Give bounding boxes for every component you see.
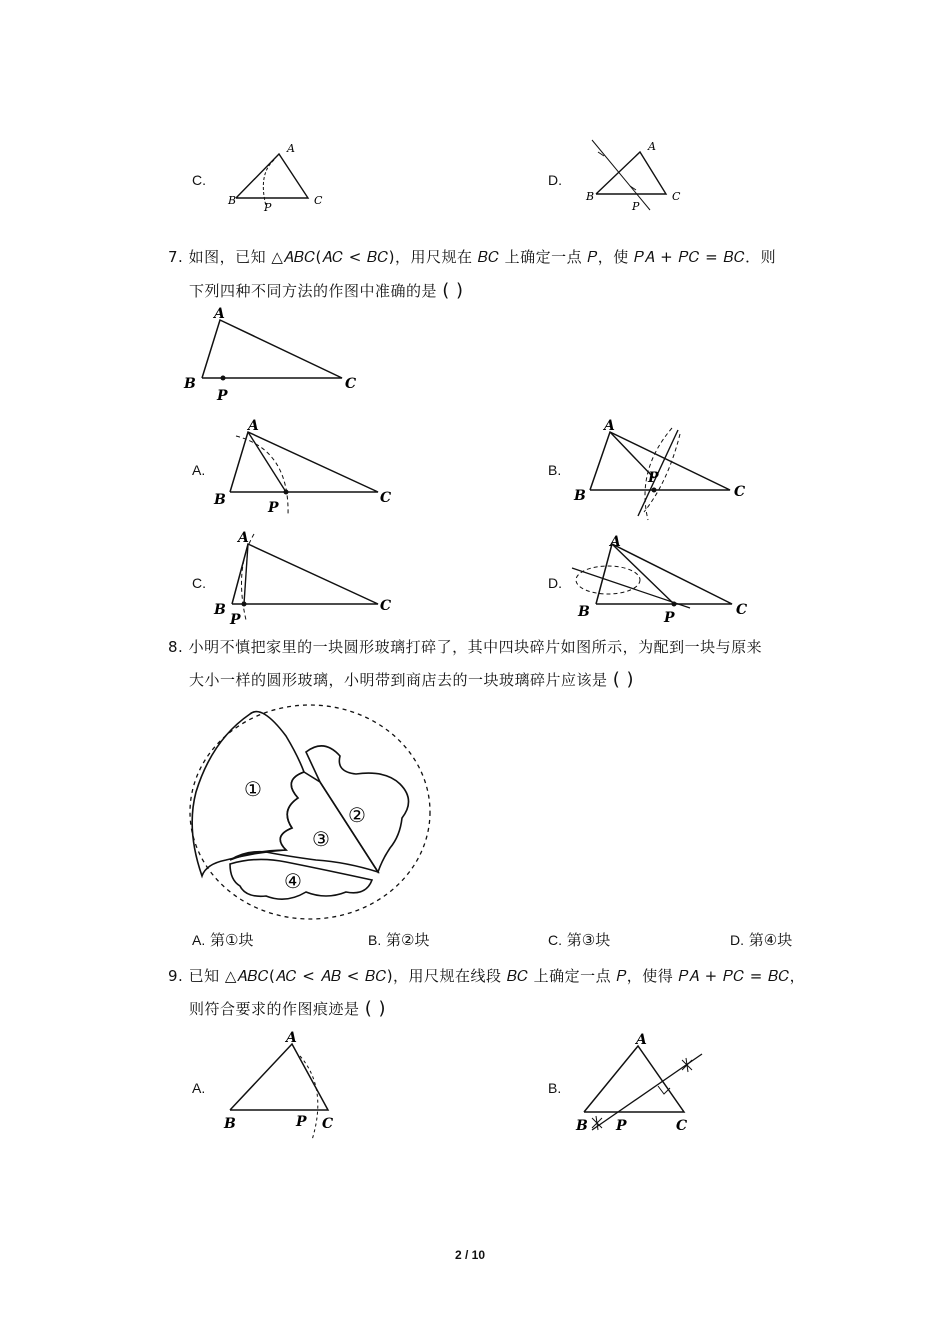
q6-option-d-figure bbox=[580, 134, 690, 218]
q9b-label-p: P bbox=[616, 1118, 627, 1134]
q9-line-2-text: 则符合要求的作图痕迹是 bbox=[189, 1000, 360, 1018]
q6c-label-c: C bbox=[314, 194, 323, 207]
q6c-label-b: B bbox=[228, 194, 237, 207]
q7-answer-paren: ( ) bbox=[442, 280, 464, 301]
q8-piece-3-label: ③ bbox=[312, 827, 330, 851]
q6c-label-a: A bbox=[287, 142, 295, 155]
q6d-label-p: P bbox=[632, 200, 640, 213]
q7-option-d-figure bbox=[568, 528, 758, 628]
q7b-label-c: C bbox=[734, 484, 746, 500]
q9b-label-c: C bbox=[676, 1118, 688, 1134]
q7c-label-p: P bbox=[230, 612, 241, 628]
q7a-label-b: B bbox=[214, 492, 226, 508]
q9-option-b-figure bbox=[572, 1030, 712, 1140]
q7-option-c-letter: C. bbox=[192, 575, 206, 591]
q6d-label-c: C bbox=[672, 190, 681, 203]
q7d-label-p: P bbox=[664, 610, 675, 626]
page-number: 2 / 10 bbox=[455, 1248, 486, 1262]
q9-option-b-letter: B. bbox=[548, 1080, 562, 1096]
q8-choice-b-letter: B. bbox=[368, 932, 382, 948]
q7-main-label-a: A bbox=[214, 306, 225, 322]
q7d-label-c: C bbox=[736, 602, 748, 618]
q7-main-label-c: C bbox=[345, 376, 357, 392]
q8-choice-a[interactable] bbox=[192, 929, 253, 950]
q8-choice-d-text: 第④块 bbox=[748, 931, 793, 949]
q7c-label-b: B bbox=[214, 602, 226, 618]
q8-choice-c[interactable] bbox=[548, 929, 610, 950]
q7-option-d-letter: D. bbox=[548, 575, 562, 591]
q8-choice-c-letter: C. bbox=[548, 932, 562, 948]
q7-main-figure bbox=[180, 302, 370, 406]
q8-line-2 bbox=[189, 664, 634, 696]
q7-option-a-figure bbox=[208, 414, 404, 518]
q8-choice-d-letter: D. bbox=[730, 932, 744, 948]
q7d-label-a: A bbox=[610, 534, 621, 550]
q7-option-c-figure bbox=[208, 528, 404, 628]
q6d-label-b: B bbox=[586, 190, 595, 203]
q8-piece-4-label: ④ bbox=[284, 869, 302, 893]
q9b-label-b: B bbox=[576, 1118, 588, 1134]
q9-line-1: 9. 已知 △𝐴𝐵𝐶(𝐴𝐶 < 𝐴𝐵 < 𝐵𝐶)，用尺规在线段 𝐵𝐶 上确定一点 𝑃，使得 𝑃𝐴 + 𝑃𝐶 = 𝐵𝐶， bbox=[168, 967, 806, 985]
q7-option-b-letter: B. bbox=[548, 462, 562, 478]
q8-piece-1-label: ① bbox=[244, 777, 262, 801]
q8-choice-a-text: 第①块 bbox=[210, 931, 254, 949]
q6-option-d-letter: D. bbox=[548, 172, 562, 188]
q9a-label-b: B bbox=[224, 1116, 236, 1132]
q8-choice-c-text: 第③块 bbox=[566, 931, 611, 949]
q9-option-a-figure bbox=[216, 1030, 356, 1146]
q8-line-1: 8. 小明不慎把家里的一块圆形玻璃打碎了，其中四块碎片如图所示，为配到一块与原来 bbox=[168, 638, 763, 656]
q7d-label-b: B bbox=[578, 604, 590, 620]
q8-glass-figure bbox=[186, 700, 442, 922]
q9b-label-a: A bbox=[636, 1032, 647, 1048]
q8-choice-b[interactable] bbox=[368, 929, 429, 950]
q7-main-label-b: B bbox=[184, 376, 196, 392]
q7c-label-c: C bbox=[380, 598, 392, 614]
q8-answer-paren: ( ) bbox=[612, 669, 635, 690]
q9a-label-p: P bbox=[296, 1114, 307, 1130]
q9a-label-c: C bbox=[322, 1116, 334, 1132]
q6-option-c-figure bbox=[222, 136, 342, 216]
q7a-label-p: P bbox=[268, 500, 279, 516]
q7a-label-c: C bbox=[380, 490, 392, 506]
q7-option-a-letter: A. bbox=[192, 462, 206, 478]
q7-option-b-figure bbox=[568, 412, 758, 524]
q7-main-label-p: P bbox=[217, 388, 228, 404]
q7b-label-p: P bbox=[648, 470, 659, 486]
q8-choice-a-letter: A. bbox=[192, 932, 206, 948]
q8-line-2-text: 大小一样的圆形玻璃，小明带到商店去的一块玻璃碎片应该是 bbox=[189, 671, 608, 689]
q8-choice-d[interactable] bbox=[730, 929, 792, 950]
q6d-label-a: A bbox=[648, 140, 656, 153]
q7a-label-a: A bbox=[248, 418, 259, 434]
q7-line-2-text: 下列四种不同方法的作图中准确的是 bbox=[189, 282, 438, 300]
q8-choice-b-text: 第②块 bbox=[386, 931, 430, 949]
q7c-label-a: A bbox=[238, 530, 249, 546]
q6-option-c-letter: C. bbox=[192, 172, 206, 188]
q7b-label-b: B bbox=[574, 488, 586, 504]
q7b-label-a: A bbox=[604, 418, 615, 434]
q6c-label-p: P bbox=[264, 201, 272, 214]
q9-option-a-letter: A. bbox=[192, 1080, 206, 1096]
q9-line-2 bbox=[189, 993, 386, 1025]
q9a-label-a: A bbox=[286, 1030, 297, 1046]
q9-answer-paren: ( ) bbox=[364, 998, 387, 1019]
q7-line-1: 7. 如图，已知 △𝐴𝐵𝐶(𝐴𝐶 < 𝐵𝐶)，用尺规在 𝐵𝐶 上确定一点 𝑃，使 𝑃𝐴 + 𝑃𝐶 = 𝐵𝐶．则 bbox=[168, 248, 777, 266]
q8-piece-2-label: ② bbox=[348, 803, 366, 827]
